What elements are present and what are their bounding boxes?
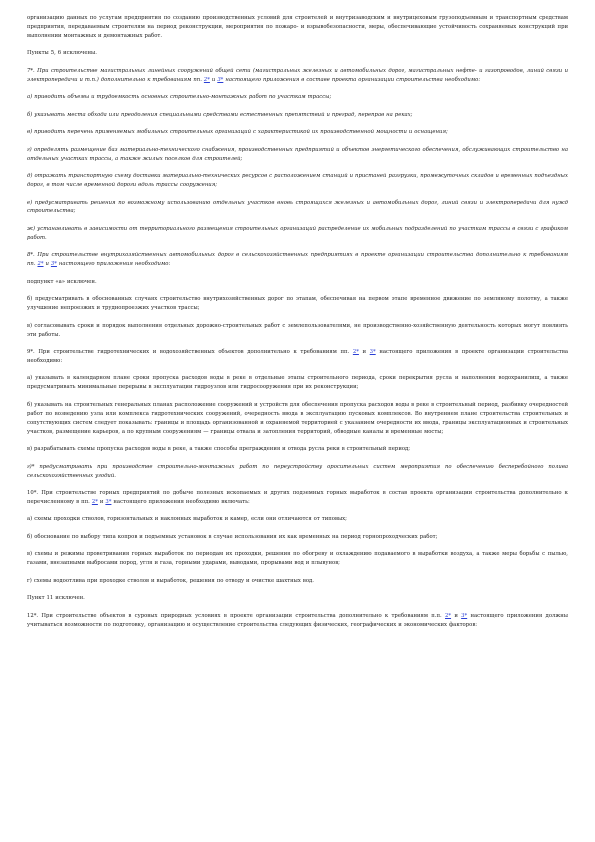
paragraph: в) согласовывать сроки и порядок выполнения отдельных дорожно-строительных работ с землепользователями, не производственно-хозяйственную деятельность которых могут повлиять эти работы. bbox=[27, 322, 568, 338]
paragraph: б) предусматривать в обоснованных случаях строительство внутрихозяйственных дорог по этапам, обеспечивая на первом этапе временное движение по земляному полотну, а также улучшение непроезжих и труднопроезжих участков трассы; bbox=[27, 296, 568, 312]
paragraph-text: 10*. При строительстве горных предприятий по добыче полезных ископаемых и других подземных горных выработок в состав проекта организации строительства дополнительно к перечисленному в пп. bbox=[27, 490, 568, 505]
paragraph-text: и bbox=[209, 76, 218, 83]
paragraph: в) приводить перечень применяемых мобильных строительных организаций с характеристикой их производственной мощности и оснащения; bbox=[27, 129, 448, 136]
clause-link[interactable]: 2* bbox=[91, 498, 98, 505]
paragraph-text: 9*. При строительстве гидротехнических и водохозяйственных объектов дополнительно к требованиям пп. bbox=[27, 349, 353, 356]
paragraph bbox=[27, 348, 568, 366]
paragraph: Пункты 5, 6 исключены. bbox=[27, 50, 97, 57]
paragraph: а) приводить объемы и трудоемкость основных строительно-монтажных работ по участкам трассы; bbox=[27, 94, 332, 101]
clause-link[interactable]: 3* bbox=[461, 612, 468, 619]
paragraph: ж) устанавливать в зависимости от территориального размещения строительных организаций распределение их мобильных подразделений по участкам трассы в связи с графиком работ. bbox=[27, 225, 568, 241]
paragraph: в) разрабатывать схемы пропуска расходов воды в реке, а также способы преграждения и отвода русла реки в строительный период; bbox=[27, 446, 411, 453]
clause-link[interactable]: 2* bbox=[37, 261, 44, 268]
clause-link[interactable]: 3* bbox=[217, 76, 224, 83]
paragraph-text: и bbox=[97, 498, 106, 505]
paragraph: г)* предусматривать при производстве строительно-монтажных работ по переустройству оросительных систем мероприятия по обеспечению бесперебойного полива сельскохозяйственных угодий. bbox=[27, 463, 568, 479]
paragraph-text: настоящего приложения необходимо включать: bbox=[111, 498, 250, 505]
paragraph-text: и bbox=[43, 261, 51, 268]
paragraph: б) указывать места обхода или преодоления специальными средствами естественных препятствий и преград, переправ на реках; bbox=[27, 111, 413, 118]
clause-link[interactable]: 3* bbox=[369, 349, 376, 356]
document-page bbox=[27, 14, 568, 638]
paragraph: организацию данных по услугам предприятия по созданию производственных условий для строителей и внутризаводским и внутрицеховым грузоподъемным и транспортным средствам предприятия, передаваемым строителям на период реконструкции, мероприятия по пожаро- и взрывобезопасности, меры, обеспечивающие устойчивость сохраняемых конструкций при выполнении монтажных и демонтажных работ. bbox=[27, 15, 568, 39]
clause-link[interactable]: 3* bbox=[50, 261, 57, 268]
paragraph bbox=[27, 612, 568, 630]
clause-link[interactable]: 2* bbox=[203, 76, 210, 83]
paragraph-text: настоящего приложения должны учитываться возможности по подготовку, организацию и осуществление строительства следующих физических, географических и экономических факторов: bbox=[27, 612, 568, 628]
paragraph: е) предусматривать решения по возможному использованию отдельных участков вновь строящихся железных и автомобильных дорог, линий связи и электропередачи для нужд строительства; bbox=[27, 199, 568, 215]
paragraph: д) отражать транспортную схему доставки материально-технических ресурсов с расположением станций и пристаней разгрузки, промежуточных складов и временных подъездных дорог, в том числе временной дороги вдоль трассы сооружения; bbox=[27, 173, 568, 189]
paragraph-text: и bbox=[451, 612, 462, 619]
paragraph bbox=[27, 251, 568, 269]
paragraph: б) указывать на строительных генеральных планах расположение сооружений и устройств для обеспечения пропуска расходов воды в реке в строительный период, разбивку очередностей работ по возведению узла или комплекса гидротехнических сооружений, очередность ввода в эксплуатацию пусковых комплексов. Во внутреннем плане строительства строительных и сопутствующих систем следует показывать: границы и площадь организованной и охраняемой территорией с указанием очередности их ввода, границы эксплуатационных и строительных участков, размещение карьеров, а по крупным сооружениям — границы отвала и затопления территорий, обводные каналы и временные мосты; bbox=[27, 401, 568, 435]
paragraph: а) указывать в календарном плане сроки пропуска расходов воды в реке в отдельные этапы строительного периода, сроки перекрытия русла и наполнения водохранилищ, а также предусматривать минимальные перерывы в эксплуатации гидроузлов или гидросооружения при их реконструкции; bbox=[27, 375, 568, 391]
paragraph: г) схемы водоотлива при проходке стволов и выработок, решения по отводу и очистке шахтных вод. bbox=[27, 577, 314, 584]
paragraph: в) схемы и режимы проветривания горных выработок по периодам их проходки, решения по обогреву и охлаждению подаваемого в выработки воздуха, а также меры борьбы с пылью, газами, внезапными выбросами пород, угля и газа, горными ударами, выводами, прорывами вод и плывунов; bbox=[27, 551, 568, 567]
clause-link[interactable]: 2* bbox=[445, 612, 452, 619]
paragraph-text: 12*. При строительстве объектов в суровых природных условиях в проекте организации строительства дополнительно к требованиям п.п. bbox=[27, 612, 445, 619]
clause-link[interactable]: 3* bbox=[105, 498, 112, 505]
paragraph: б) обоснование по выбору типа копров и подъемных установок в случае использования их как временных на период горнопроходческих работ; bbox=[27, 533, 438, 540]
paragraph bbox=[27, 67, 568, 85]
paragraph bbox=[27, 489, 568, 507]
paragraph: а) схемы проходки стволов, горизонтальных и наклонных выработок и камер, если они отличаются от типовых; bbox=[27, 516, 347, 523]
paragraph-text: настоящего приложения в проекте организации строительства необходимо: bbox=[27, 349, 568, 364]
paragraph-text: настоящего приложения в составе проекта организации строительства необходимо: bbox=[223, 76, 481, 83]
paragraph: Пункт 11 исключен. bbox=[27, 595, 85, 602]
paragraph: г) определять размещение баз материально-технического снабжения, производственных предприятий и объектов энергетического обеспечения, обслуживающих строительство на отдельных участках трассы, а также жилых поселков для строителей; bbox=[27, 146, 568, 162]
paragraph-text: 7*. При строительстве магистральных линейных сооружений общей сети (магистральных железных и автомобильных дорог, магистральных нефте- и газопроводов, линий связи и электропередачи и т.п.) дополнительно к требованиям пп. bbox=[27, 67, 568, 83]
paragraph-text: настоящего приложения необходимо: bbox=[56, 261, 171, 268]
paragraph: подпункт «а» исключен. bbox=[27, 278, 97, 285]
paragraph-text: 8*. При строительстве внутрихозяйственных автомобильных дорог в сельскохозяйственных предприятиях в проекте организации строительства дополнительно к требованиям пп. bbox=[27, 252, 568, 268]
paragraph-text: и bbox=[358, 349, 370, 356]
clause-link[interactable]: 2* bbox=[352, 349, 359, 356]
